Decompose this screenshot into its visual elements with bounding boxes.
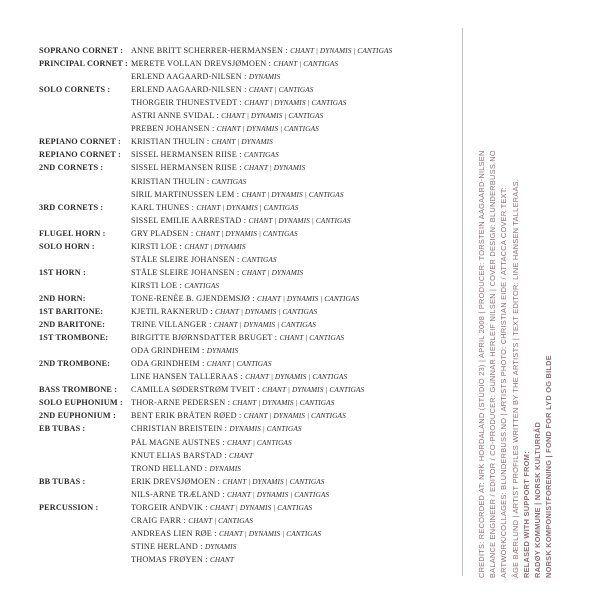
credits-line: RADØY KOMMUNE | NORSK KULTURRÅD [532, 421, 542, 578]
player-entry [131, 214, 351, 228]
track-list: CHANT | DYNAMIS | CANTIGAS [195, 228, 298, 238]
instrument-label: SOLO HORN : [39, 241, 95, 251]
roster-row [0, 553, 445, 567]
roster-row [0, 318, 445, 332]
player-name: THOMAS FRØYEN : [131, 554, 210, 564]
player-entry [131, 122, 319, 136]
roster-row [0, 396, 445, 410]
player-name: GRY PLADSEN : [131, 228, 196, 238]
credits-line: NORSK KOMPONISTFORENING | FOND FOR LYD OG BILDE [544, 355, 554, 578]
roster-row [0, 527, 445, 541]
player-entry [131, 175, 246, 189]
player-entry [131, 266, 303, 280]
player-entry [131, 422, 302, 436]
player-entry [131, 475, 325, 489]
player-name: ERLEND AAGAARD-NILSEN : [131, 72, 249, 82]
track-list: CHANT | DYNAMIS [184, 241, 246, 251]
player-entry [131, 501, 312, 515]
roster-row [0, 109, 445, 123]
player-name: KARL THUNES : [131, 202, 197, 212]
roster-row [0, 44, 445, 58]
roster-row [0, 240, 445, 254]
player-name: STINE HERLAND : [131, 541, 205, 551]
roster-row [0, 449, 445, 463]
player-entry [131, 96, 346, 110]
player-entry [131, 135, 273, 149]
player-name: KRISTIAN THULIN : [131, 176, 212, 186]
instrument-label: BB TUBAS : [39, 476, 86, 486]
player-entry [131, 462, 241, 476]
roster-row [0, 305, 445, 319]
instrument-label: FLUGEL HORN : [39, 228, 106, 238]
track-list: CHANT | DYNAMIS | CANTIGAS [245, 372, 348, 382]
player-name: THOR-ARNE PEDERSEN : [131, 398, 233, 408]
credits-line: BALANCE ENGINEER / EDITOR / CO-PRODUCER: GUNNAR HERLEIF NILSEN | COVER DESIGN: BLUNDERBUSS.NO [488, 150, 498, 578]
instrument-label: 1ST BARITONE: [39, 307, 104, 316]
roster-row [0, 148, 445, 162]
player-entry [131, 188, 344, 202]
track-list: CHANT | DYNAMIS | CANTIGAS [241, 189, 344, 199]
player-entry [131, 57, 338, 71]
player-entry [131, 318, 316, 332]
credits-line: ARTWORK/COLLAGES: BLUNDERBUSS.NO | ARTISTS PHOTO: CHRISTIAN EIDE / ATTACCA COVER TEXT: [499, 187, 509, 578]
player-entry [131, 227, 298, 241]
player-name: PÅL MAGNE AUSTNES : [131, 437, 228, 447]
instrument-label: 3RD CORNETS : [39, 202, 104, 212]
player-name: BIRGITTE BJØRNSDATTER BRUGET : [131, 333, 280, 343]
player-name: SISSEL HERMANSEN RIISE : [131, 163, 244, 173]
track-list: CHANT | CANTIGAS [248, 85, 314, 95]
player-name: PREBEN JOHANSEN : [131, 124, 217, 134]
roster-row [0, 214, 445, 228]
track-list: CHANT | DYNAMIS [211, 137, 273, 147]
track-list: CHANT | DYNAMIS | CANTIGAS [257, 293, 360, 303]
track-list: CHANT | DYNAMIS | CANTIGAS [196, 202, 299, 212]
player-entry [131, 70, 280, 84]
player-name: MERETE VOLLAN DREVSJØMOEN : [131, 59, 274, 69]
roster-row [0, 344, 445, 358]
track-list: CHANT | DYNAMIS [243, 163, 306, 173]
player-name: ANNE BRITT SCHERRER-HERMANSEN : [131, 46, 291, 55]
player-name: CHRISTIAN BREISTEIN : [131, 424, 230, 434]
track-list: CHANT | DYNAMIS | CANTIGAS [215, 307, 318, 316]
roster-row [0, 540, 445, 554]
track-list: CHANT [209, 554, 234, 564]
track-list: CHANT | CANTIGAS [279, 333, 345, 343]
instrument-label: BASS TROMBONE : [39, 385, 118, 395]
roster-row [0, 83, 445, 97]
instrument-label: REPIANO CORNET : [39, 137, 121, 147]
track-list: CHANT | DYNAMIS | CANTIGAS [209, 502, 313, 512]
player-name: ERLEND AAGAARD-NILSEN : [131, 85, 249, 95]
roster-row [0, 422, 445, 436]
player-name: TORGEIR ANDVIK : [131, 502, 210, 512]
player-name: NILS-ARNE TRÆLAND : [131, 489, 227, 499]
roster-row [0, 188, 445, 202]
roster-row [0, 436, 445, 450]
track-list: CHANT | DYNAMIS | CANTIGAS [218, 528, 322, 538]
player-entry [131, 409, 346, 423]
track-list: CHANT | DYNAMIS | CANTIGAS [232, 398, 335, 408]
track-list: CHANT [229, 450, 254, 460]
player-entry [131, 344, 238, 358]
roster-row [0, 383, 445, 397]
track-list: CHANT | DYNAMIS | CANTIGAS [226, 489, 330, 499]
instrument-label: SOLO EUPHONIUM : [39, 398, 123, 408]
roster-row [0, 122, 445, 136]
instrument-label: EB TUBAS : [39, 424, 86, 434]
player-name: TONE-RENÈE B. GJENDEMSJØ : [131, 293, 258, 303]
track-list: CHANT | CANTIGAS [273, 59, 339, 69]
player-entry [131, 83, 314, 97]
player-entry [131, 370, 347, 384]
track-list: CHANT | CANTIGAS [188, 515, 253, 525]
player-name: KRISTIAN THULIN : [131, 137, 212, 147]
player-name: KJETIL RAKNERUD : [131, 307, 216, 316]
player-name: STÅLE SLEIRE JOHANSEN : [131, 267, 242, 277]
instrument-label: 2ND HORN: [39, 293, 86, 303]
roster-row [0, 266, 445, 280]
player-name: SIRIL MARTINUSSEN LEM : [131, 189, 242, 199]
track-list: CHANT | DYNAMIS [241, 267, 304, 277]
instrument-label: 2ND BARITONE: [39, 320, 106, 330]
track-list: CANTIGAS [241, 254, 277, 264]
player-name: KNUT ELIAS BARSTAD : [131, 450, 230, 460]
track-list: CHANT | DYNAMIS | CANTIGAS [213, 320, 316, 330]
instrument-label: REPIANO CORNET : [39, 150, 121, 160]
player-entry [131, 161, 305, 175]
track-list: CHANT | CANTIGAS [227, 437, 292, 447]
track-list: DYNAMIS | CANTIGAS [229, 424, 302, 434]
player-entry [131, 109, 323, 123]
roster-row [0, 409, 445, 423]
roster-row [0, 501, 445, 515]
track-list: CHANT | DYNAMIS | CANTIGAS [221, 111, 324, 121]
roster-row [0, 96, 445, 110]
track-list: DYNAMIS [204, 541, 237, 551]
roster-row [0, 475, 445, 489]
instrument-label: SOPRANO CORNET : [39, 46, 124, 55]
track-list: DYNAMIS [248, 72, 281, 82]
roster-row [0, 488, 445, 502]
player-entry [131, 279, 219, 293]
instrument-label: PRINCIPAL CORNET : [39, 59, 128, 69]
player-name: KIRSTI LOE : [131, 280, 185, 290]
player-name: ODA GRINDHEIM : [131, 359, 207, 369]
player-name: LINE HANSEN TALLERAAS : [131, 372, 246, 382]
credits-line: CREDITS: RECORDED AT: NRK HORDALAND (STUDIO 23) | APRIL 2008 | PRODUCER: TORSTEIN AAGAARD-NILSEN [477, 150, 486, 578]
roster-row [0, 135, 445, 149]
player-name: ASTRI ANNE SVIDAL : [131, 111, 222, 121]
track-list: CHANT | DYNAMIS | CANTIGAS [290, 46, 393, 55]
player-entry [131, 514, 253, 528]
player-name: TROND HELLAND : [131, 463, 210, 473]
instrument-label: SOLO CORNETS : [39, 85, 111, 95]
roster-row [0, 161, 445, 175]
instrument-label: PERCUSSION : [39, 502, 99, 512]
roster-row [0, 370, 445, 384]
roster-row [0, 201, 445, 215]
roster-row [0, 514, 445, 528]
track-list: CHANT | DYNAMIS | CANTIGAS [243, 411, 346, 421]
player-entry [131, 540, 236, 554]
roster-row [0, 279, 445, 293]
player-name: ANDREAS LIEN RØE : [131, 528, 219, 538]
player-name: KIRSTI LOE : [131, 241, 185, 251]
player-entry [131, 357, 271, 371]
track-list: CANTIGAS [211, 176, 247, 186]
player-name: CAMILLA SØDERSTRØM TVEIT : [131, 385, 263, 395]
player-entry [131, 383, 364, 397]
player-entry [131, 396, 335, 410]
track-list: CHANT | DYNAMIS | CANTIGAS [216, 124, 319, 134]
player-entry [131, 436, 292, 450]
roster-row [0, 227, 445, 241]
track-list: CHANT | DYNAMIS | CANTIGAS [248, 215, 351, 225]
roster-row [0, 57, 445, 71]
player-name: THORGEIR THUNESTVEDT : [131, 98, 245, 108]
track-list: CHANT | DYNAMIS | CANTIGAS [244, 98, 347, 108]
track-list: DYNAMIS [209, 463, 241, 473]
player-entry [131, 240, 246, 254]
track-list: CANTIGAS [184, 280, 220, 290]
player-entry [131, 44, 392, 58]
player-name: ERIK DREVSJØMOEN : [131, 476, 223, 486]
player-entry [131, 201, 299, 215]
player-entry [131, 148, 279, 162]
track-list: DYNAMIS [206, 346, 239, 356]
player-name: ODA GRINDHEIM : [131, 346, 207, 356]
player-name: STÅLE SLEIRE JOHANSEN : [131, 254, 242, 264]
roster-row [0, 331, 445, 345]
instrument-label: 2ND TROMBONE: [39, 359, 111, 369]
player-name: TRINE VILLANGER : [131, 320, 214, 330]
instrument-label: 1ST HORN : [39, 267, 86, 277]
roster-row [0, 175, 445, 189]
player-name: SISSEL HERMANSEN RIISE : [131, 150, 244, 160]
roster-row [0, 357, 445, 371]
player-entry [131, 527, 321, 541]
player-name: BENT ERIK BRÅTEN RØED : [131, 411, 244, 421]
track-list: CHANT | DYNAMIS | CANTIGAS [222, 476, 325, 486]
roster-row [0, 292, 445, 306]
credits-block [476, 38, 586, 578]
credits-line: ÅGE BÆRLUND | ARTIST PROFILES WRITTEN BY THE ARTISTS | TEXT EDITOR: LINE HANSEN TALLERAAS. [510, 178, 520, 578]
player-name: CRAIG FARR : [131, 515, 189, 525]
player-entry [131, 292, 359, 306]
player-entry [131, 449, 253, 463]
player-name: SISSEL EMILIE AARRESTAD : [131, 215, 249, 225]
player-entry [131, 488, 329, 502]
instrument-label: 2ND CORNETS : [39, 163, 104, 173]
player-entry [131, 305, 317, 319]
roster-row [0, 462, 445, 476]
instrument-label: 2ND EUPHONIUM : [39, 411, 116, 421]
player-entry [131, 253, 277, 267]
track-list: CHANT | CANTIGAS [206, 359, 272, 369]
divider [462, 28, 463, 576]
instrument-label: 1ST TROMBONE: [39, 333, 109, 343]
track-list: CANTIGAS [243, 150, 279, 160]
player-entry [131, 331, 344, 345]
roster-row [0, 253, 445, 267]
roster-row [0, 70, 445, 84]
player-entry [131, 553, 234, 567]
credits-line: RELASED WITH SUPPORT FROM: [521, 451, 531, 578]
track-list: CHANT | DYNAMIS | CANTIGAS [262, 385, 365, 395]
